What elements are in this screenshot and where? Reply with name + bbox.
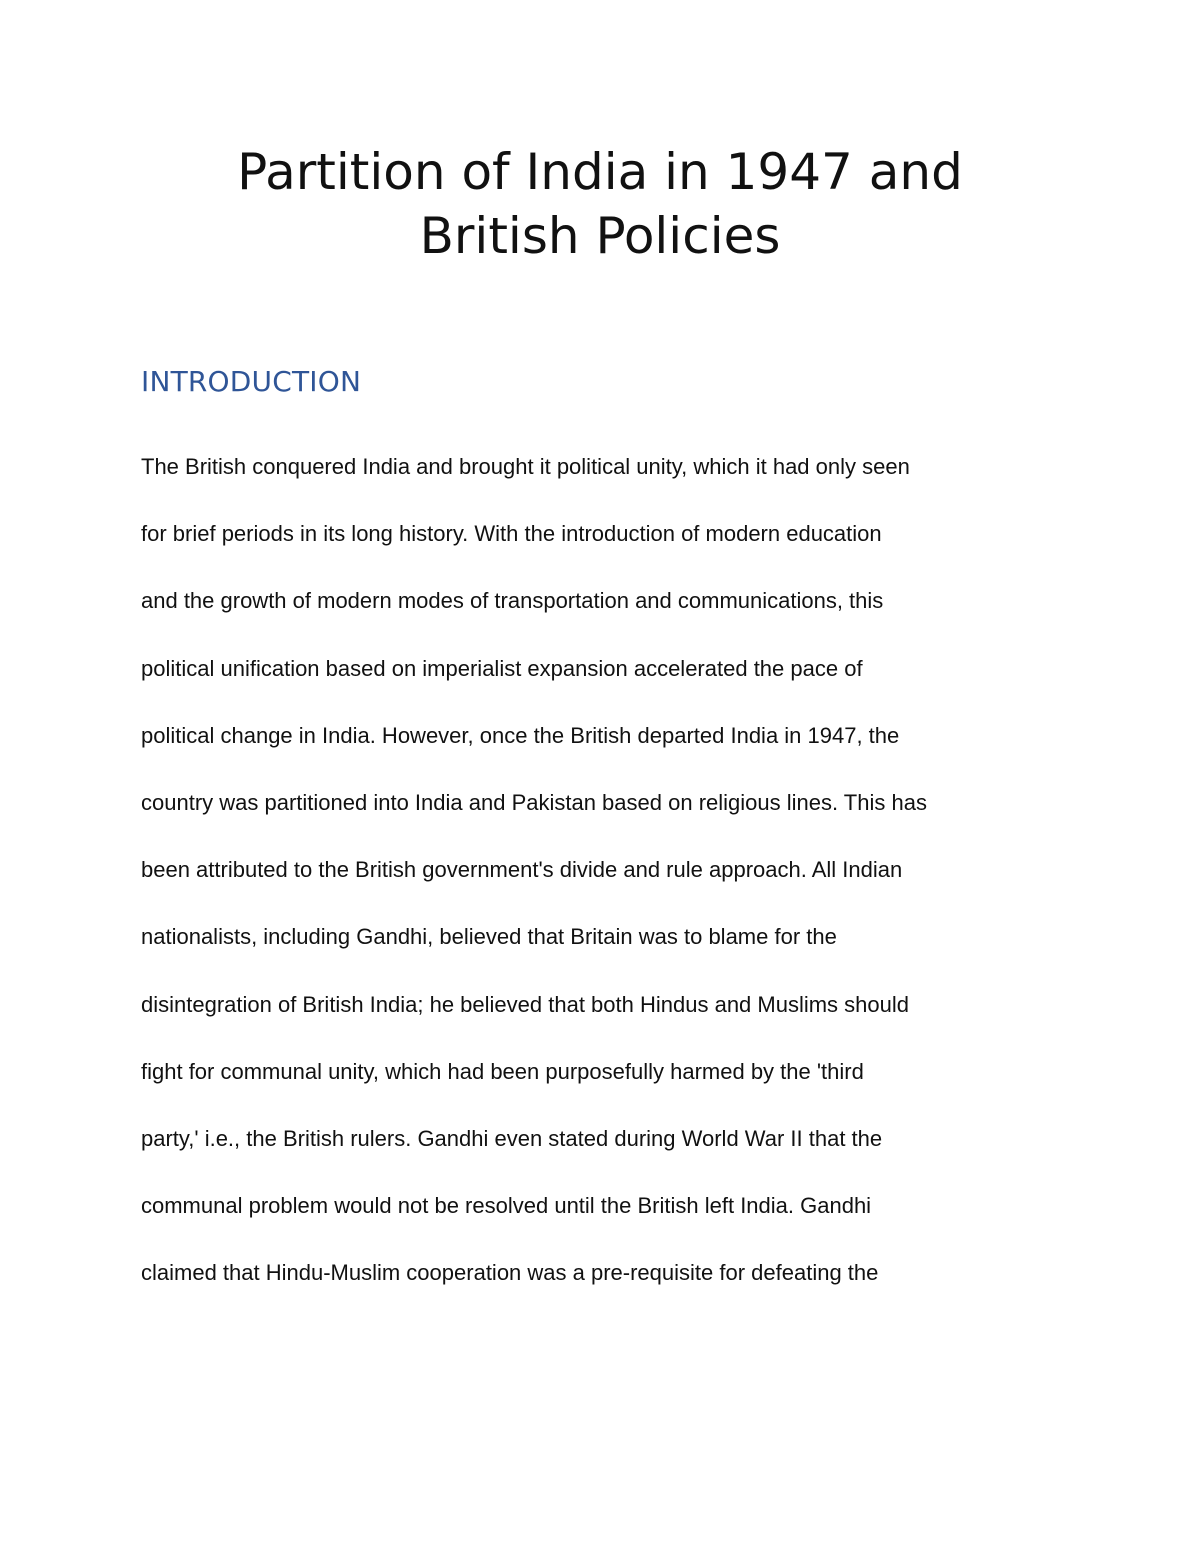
page-title bbox=[0, 140, 1200, 268]
title-line-2: British Policies bbox=[419, 207, 781, 265]
paragraph-line: The British conquered India and brought it political unity, which it had only seen bbox=[141, 454, 910, 479]
paragraph-line: been attributed to the British government's divide and rule approach. All Indian bbox=[141, 857, 903, 883]
paragraph-line: disintegration of British India; he believed that both Hindus and Muslims should bbox=[141, 991, 910, 1017]
title-line-1: Partition of India in 1947 and bbox=[237, 143, 963, 201]
paragraph-line: communal problem would not be resolved until the British left India. Gandhi bbox=[141, 1193, 872, 1219]
section-heading-introduction: INTRODUCTION bbox=[141, 365, 362, 398]
paragraph-line: country was partitioned into India and Pakistan based on religious lines. This has bbox=[141, 789, 927, 815]
introduction-paragraph bbox=[141, 447, 1061, 1320]
paragraph-line: and the growth of modern modes of transportation and communications, this bbox=[141, 588, 884, 614]
paragraph-line: claimed that Hindu-Muslim cooperation was a pre-requisite for defeating the bbox=[141, 1260, 879, 1286]
paragraph-line: political unification based on imperialist expansion accelerated the pace of bbox=[141, 655, 863, 681]
paragraph-line: fight for communal unity, which had been purposefully harmed by the 'third bbox=[141, 1058, 864, 1084]
paragraph-line: for brief periods in its long history. With the introduction of modern education bbox=[141, 521, 882, 547]
paragraph-line: political change in India. However, once the British departed India in 1947, the bbox=[141, 722, 900, 748]
paragraph-line: party,' i.e., the British rulers. Gandhi even stated during World War II that the bbox=[141, 1125, 883, 1151]
paragraph-line: nationalists, including Gandhi, believed that Britain was to blame for the bbox=[141, 924, 837, 950]
